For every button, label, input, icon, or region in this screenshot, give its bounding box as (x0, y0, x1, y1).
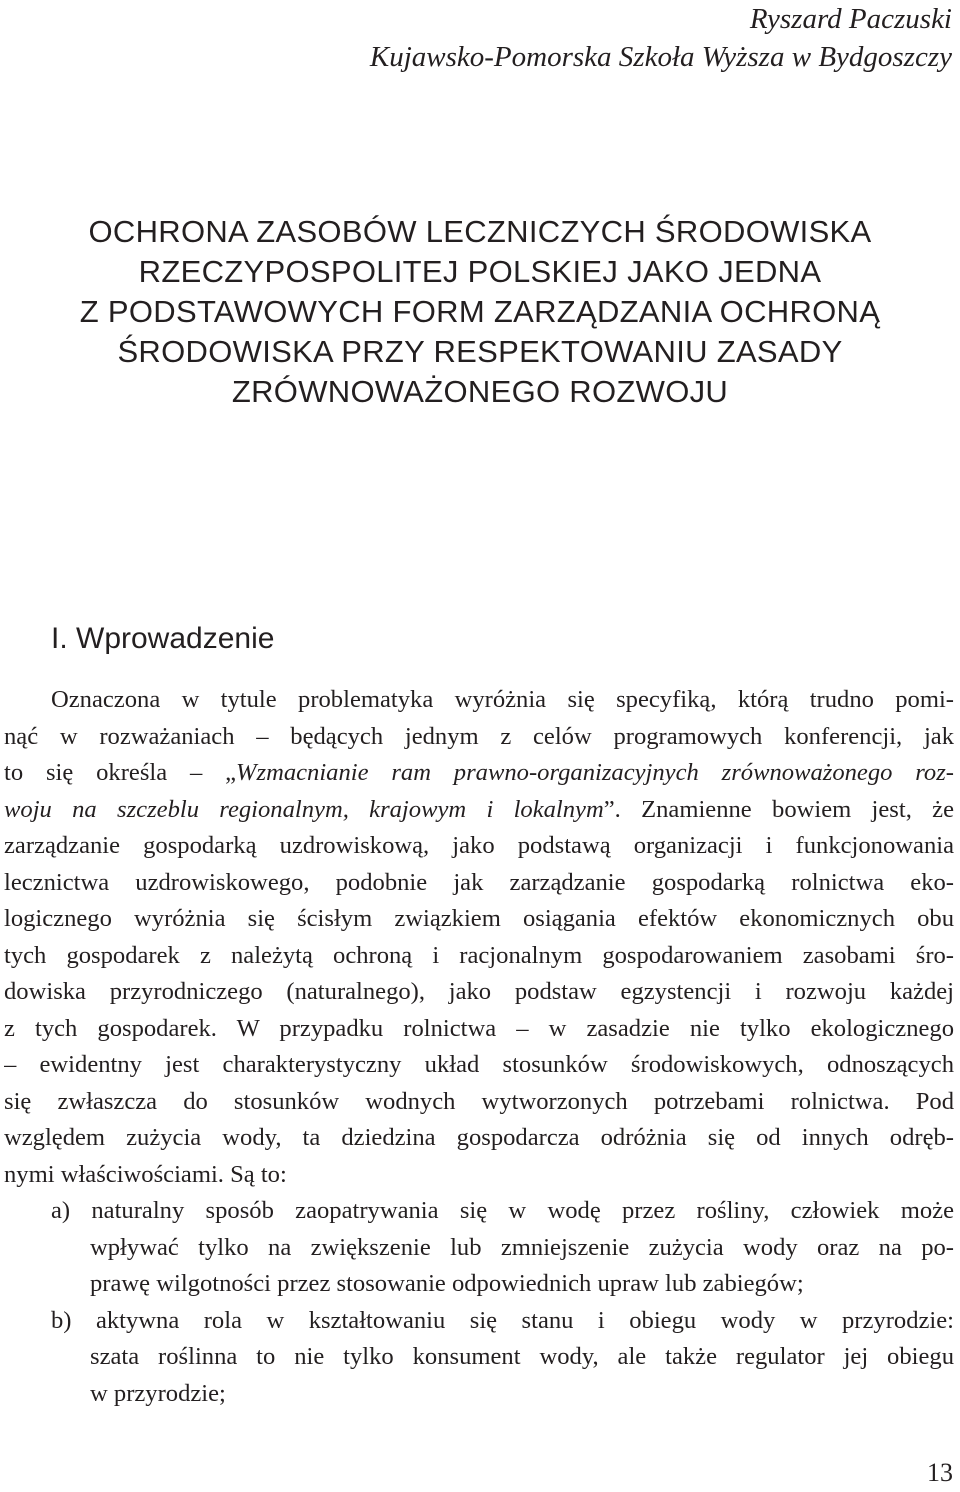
title-line: ZRÓWNOWAŻONEGO ROZWOJU (231, 374, 729, 409)
page-number: 13 (927, 1458, 953, 1487)
author-name: Ryszard Paczuski (749, 3, 952, 35)
paragraph-line: tych gospodarek z należytą ochroną i racjonalnym gospodarowaniem zasobami śro- (4, 941, 954, 969)
paragraph-line: – ewidentny jest charakterystyczny układ stosunków środowiskowych, odnoszących (4, 1051, 954, 1078)
quoted-italic-text: woju na szczeblu regionalnym, krajowym i lokalnym (4, 795, 604, 823)
paragraph-line (4, 755, 954, 792)
author-block (370, 0, 952, 76)
author-affiliation: Kujawsko-Pomorska Szkoła Wyższa w Bydgoszczy (369, 41, 952, 73)
paragraph-line: z tych gospodarek. W przypadku rolnictwa – w zasadzie nie tylko ekologicznego (4, 1014, 954, 1042)
paragraph-line: lecznictwa uzdrowiskowego, podobnie jak zarządzanie gospodarką rolnictwa eko- (4, 868, 954, 896)
paragraph-line: nąć w rozważaniach – będących jednym z celów programowych konferencji, jak (4, 722, 954, 750)
list-item-line: prawę wilgotności przez stosowanie odpowiednich upraw lub zabiegów; (90, 1270, 804, 1297)
paragraph-line: nymi właściwościami. Są to: (4, 1160, 287, 1188)
title-line: ŚRODOWISKA PRZY RESPEKTOWANIU ZASADY (117, 334, 843, 369)
paragraph-line: dowiska przyrodniczego (naturalnego), jako podstaw egzystencji i rozwoju każdej (4, 978, 954, 1005)
title-line: OCHRONA ZASOBÓW LECZNICZYCH ŚRODOWISKA (88, 214, 872, 249)
list-item-line: szata roślinna to nie tylko konsument wody, ale także regulator jej obiegu (90, 1343, 954, 1370)
list-item-a (4, 1193, 954, 1303)
paragraph-line: zarządzanie gospodarką uzdrowiskową, jako podstawą organizacji i funkcjonowania (4, 832, 954, 859)
paragraph-line: logicznego wyróżnia się ścisłym związkiem osiągania efektów ekonomicznych obu (4, 905, 954, 932)
body-text (4, 682, 954, 1412)
paragraph-line: względem zużycia wody, ta dziedzina gospodarcza odróżnia się od innych odręb- (4, 1124, 954, 1151)
text-run: to się określa – „ (4, 759, 237, 786)
title-line: RZECZYPOSPOLITEJ POLSKIEJ JAKO JEDNA (138, 254, 822, 289)
paragraph-line (4, 792, 954, 829)
list-item-line: w przyrodzie; (90, 1379, 226, 1407)
paragraph-line: się zwłaszcza do stosunków wodnych wytworzonych potrzebami rolnictwa. Pod (4, 1087, 954, 1115)
quoted-italic-text: Wzmacnianie ram prawno-organizacyjnych zrównoważonego roz- (236, 759, 954, 786)
list-item-line: a) naturalny sposób zaopatrywania się w wodę przez rośliny, człowiek może (51, 1197, 954, 1224)
section-heading: I. Wprowadzenie (51, 622, 275, 655)
title-line: Z PODSTAWOWYCH FORM ZARZĄDZANIA OCHRONĄ (79, 294, 881, 329)
paragraph-line: Oznaczona w tytule problematyka wyróżnia się specyfiką, którą trudno pomi- (51, 686, 954, 713)
list-item-line: wpływać tylko na zwiększenie lub zmniejszenie zużycia wody oraz na po- (90, 1233, 954, 1261)
article-title (0, 212, 960, 412)
text-run: ”. Znamienne bowiem jest, że (603, 795, 954, 823)
list-item-b (4, 1303, 954, 1413)
list-item-line: b) aktywna rola w kształtowaniu się stanu i obiegu wody w przyrodzie: (51, 1306, 954, 1334)
